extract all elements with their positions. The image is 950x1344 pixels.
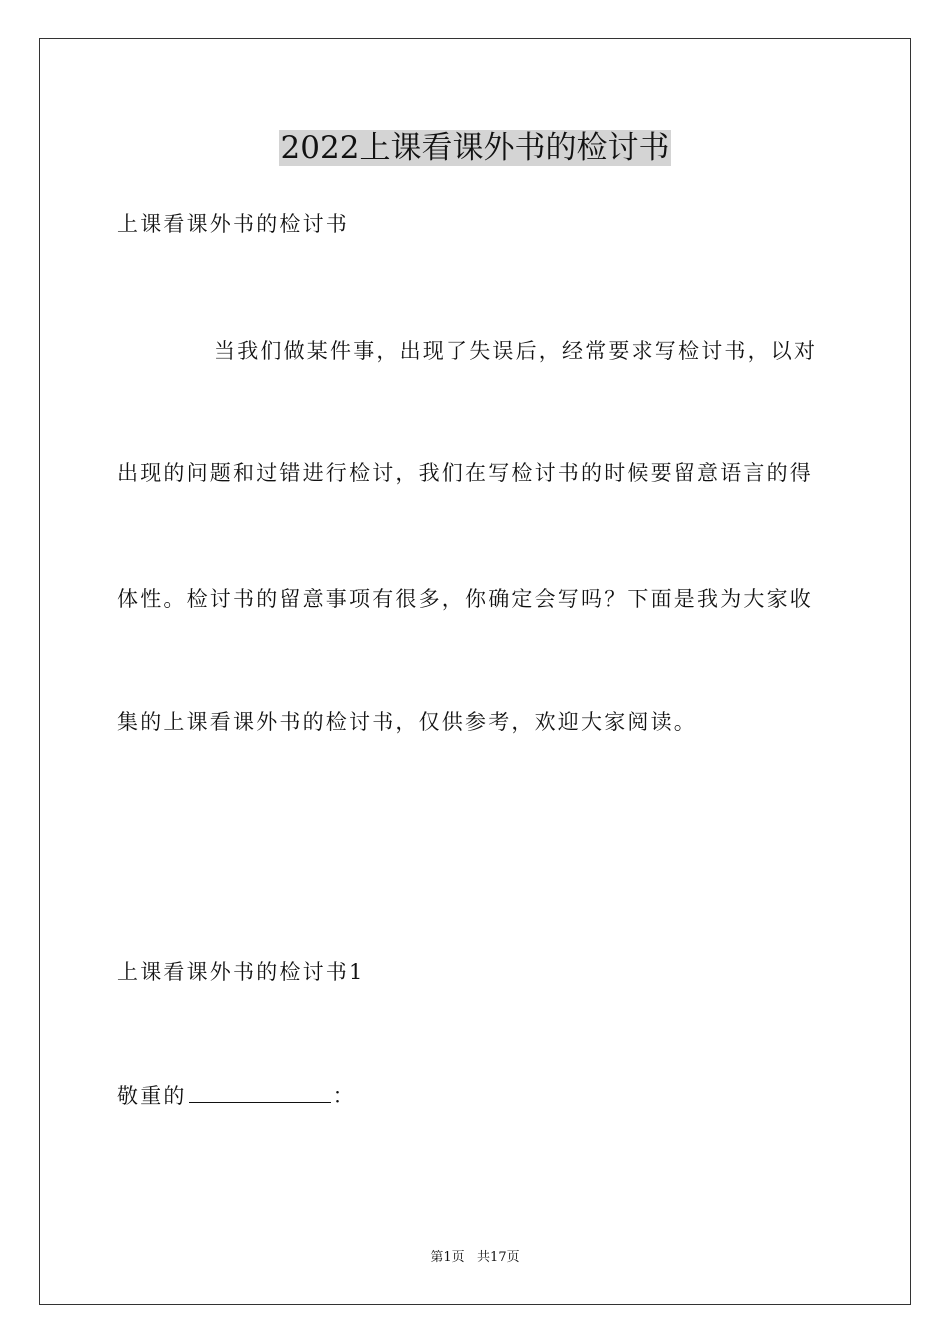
greeting-suffix: ： xyxy=(332,1084,356,1108)
document-title-text: 2022上课看课外书的检讨书 xyxy=(280,130,670,166)
paragraph-line: 出现的问题和过错进行检讨，我们在写检讨书的时候要留意语言的得 xyxy=(117,461,813,485)
greeting-line xyxy=(117,1082,356,1110)
document-subtitle: 上课看课外书的检讨书 xyxy=(117,212,349,236)
paragraph-line: 集的上课看课外书的检讨书，仅供参考，欢迎大家阅读。 xyxy=(117,710,697,734)
page-footer: 第1页 共17页 xyxy=(430,1250,520,1265)
document-title xyxy=(0,128,950,168)
paragraph-line: 体性。检讨书的留意事项有很多，你确定会写吗？下面是我为大家收 xyxy=(117,587,813,611)
greeting-blank xyxy=(189,1082,331,1103)
paragraph-line: 当我们做某件事，出现了失误后，经常要求写检讨书，以对 xyxy=(214,339,818,363)
section-heading: 上课看课外书的检讨书1 xyxy=(117,960,365,984)
greeting-prefix: 敬重的 xyxy=(117,1084,187,1108)
